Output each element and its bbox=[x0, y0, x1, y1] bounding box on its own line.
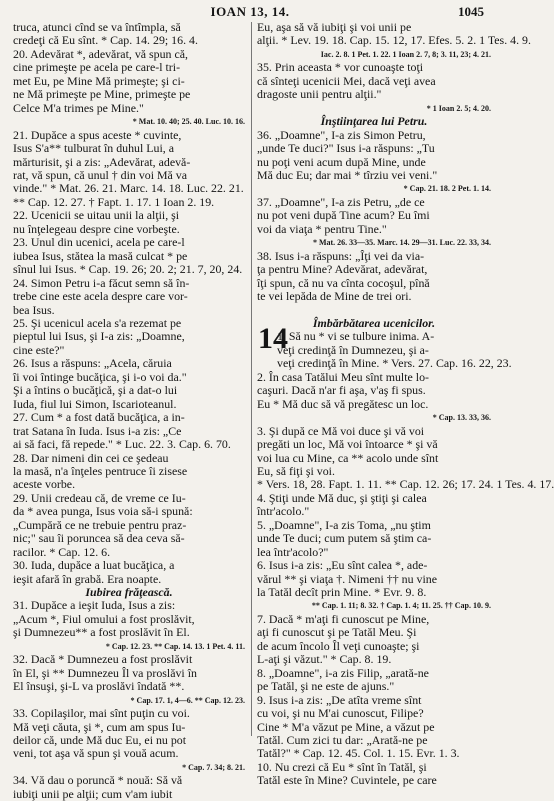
text-line: 10. Nu crezi că Eu * sînt în Tatăl, şi bbox=[257, 759, 427, 774]
text-line: Tatăl este în Mine? Cuvintele, pe care bbox=[257, 773, 437, 788]
running-head: IOAN 13, 14. bbox=[210, 4, 290, 19]
text-line: Isus S'a** tulburat în duhul Lui, a bbox=[13, 141, 174, 156]
text-line: şi Dumnezeu** a fost proslăvit în El. bbox=[13, 625, 190, 640]
text-line: 35. Prin aceasta * vor cunoaşte toţi bbox=[257, 60, 424, 75]
text-line: cu voi, şi nu M'ai cunoscut, Filipe? bbox=[257, 706, 424, 721]
text-line: met Eu, pe Mine Mă primeşte; şi ci- bbox=[13, 73, 185, 88]
text-line: 9. Isus i-a zis: „De atîta vreme sînt bbox=[257, 692, 422, 707]
text-line: 37. „Doamne", I-a zis Petru, „de ce bbox=[257, 194, 425, 209]
text-line: 6. Isus i-a zis: „Eu sînt calea *, ade- bbox=[257, 558, 428, 573]
text-line: în El, şi ** Dumnezeu Îl va proslăvi în bbox=[13, 665, 197, 680]
cross-reference-line: * Cap. 7. 34; 8. 21. bbox=[182, 762, 245, 772]
section-heading: Iubirea frăţească. bbox=[85, 585, 173, 600]
text-line: * Vers. 18, 28. Fapt. 1. 11. ** Cap. 12. 26; 17. 24. 1 Tes. 4. 17. bbox=[257, 477, 554, 492]
text-line: nu pot veni după Tine acum? Eu îmi bbox=[257, 208, 430, 223]
text-line: iubiţi unii pe alţii; cum v'am iubit bbox=[13, 786, 173, 801]
text-line: 1. Să nu * vi se tulbure inima. A- bbox=[277, 329, 435, 344]
text-line: 26. Isus a răspuns: „Acela, căruia bbox=[13, 356, 172, 371]
text-line: 22. Ucenicii se uitau unii la alţii, şi bbox=[13, 208, 180, 223]
text-line: pregăti un loc, Mă voi întoarce * şi vă bbox=[257, 437, 438, 452]
text-line: 32. Dacă * Dumnezeu a fost proslăvit bbox=[13, 652, 193, 667]
left-column bbox=[13, 20, 245, 801]
text-line: 34. Vă dau o poruncă * nouă: Să vă bbox=[13, 773, 183, 788]
text-line: ne Mă primeşte pe Mine, primeşte pe bbox=[13, 87, 191, 102]
text-line: alţii. * Lev. 19. 18. Cap. 15. 12, 17. Efes. 5. 2. 1 Tes. 4. 9. bbox=[257, 33, 531, 48]
text-line: 30. Iuda, dupăce a luat bucăţica, a bbox=[13, 558, 175, 573]
text-line: ţa pentru Mine? Adevărat, adevărat, bbox=[257, 262, 428, 277]
text-line: 3. Şi după ce Mă voi duce şi vă voi bbox=[257, 423, 425, 438]
text-line: ai să faci, fă repede." * Luc. 22. 3. Cap. 6. 70. bbox=[13, 437, 231, 452]
text-line: cine primeşte pe acela pe care-l tri- bbox=[13, 60, 181, 75]
text-line: Eu * Mă duc să vă pregătesc un loc. bbox=[257, 396, 429, 411]
text-line: caşuri. Dacă n'ar fi aşa, v'aş fi spus. bbox=[257, 383, 426, 398]
text-line: iubea Isus, stătea la masă culcat * pe bbox=[13, 248, 188, 263]
text-line: aţi fi cunoscut şi pe Tatăl Meu. Şi bbox=[257, 625, 417, 640]
text-line: ** Cap. 12. 27. † Fapt. 1. 17. 1 Ioan 2. 19. bbox=[13, 194, 215, 209]
text-line: mărturisit, şi a zis: „Adevărat, adevă- bbox=[13, 154, 191, 169]
text-line: 21. Dupăce a spus aceste * cuvinte, bbox=[13, 127, 182, 142]
text-line: „Cumpără ce ne trebuie pentru praz- bbox=[13, 517, 187, 532]
right-column bbox=[257, 20, 554, 788]
text-line: veţi credinţă în Mine. * Vers. 27. Cap. 16. 22, 23. bbox=[277, 356, 512, 371]
text-line: Eu, să fiţi şi voi. bbox=[257, 463, 335, 478]
text-line: 20. Adevărat *, adevărat, vă spun că, bbox=[13, 46, 188, 61]
cross-reference-line: Iac. 2. 8. 1 Pet. 1. 22. 1 Ioan 2. 7, 8; 3. 11, 23; 4. 21. bbox=[320, 49, 491, 59]
text-line: de acum încolo Îl veţi cunoaşte; şi bbox=[257, 638, 420, 653]
text-line: „Acum *, Fiul omului a fost proslăvit, bbox=[13, 611, 195, 626]
text-line: aceste vorbe. bbox=[13, 477, 76, 492]
text-line: sînul lui Isus. * Cap. 19. 26; 20. 2; 21. 7, 20, 24. bbox=[13, 262, 243, 277]
text-line: vinde." * Mat. 26. 21. Marc. 14. 18. Luc. 22. 21. bbox=[13, 181, 244, 196]
text-line: El însuşi, şi-L va proslăvi îndată **. bbox=[13, 679, 185, 694]
text-line: 23. Unul din ucenici, acela pe care-l bbox=[13, 235, 185, 250]
text-line: deilor că, unde Mă duc Eu, ei nu pot bbox=[13, 733, 187, 748]
chapter-number: 14 bbox=[258, 322, 288, 355]
text-line: veţi credinţă în Dumnezeu, şi a- bbox=[277, 342, 429, 357]
text-line: 29. Unii credeau că, de vreme ce Iu- bbox=[13, 490, 186, 505]
text-line: 33. Copilaşilor, mai sînt puţin cu voi. bbox=[13, 706, 190, 721]
text-line: 31. Dupăce a ieşit Iuda, Isus a zis: bbox=[13, 598, 176, 613]
text-line: 4. Ştiţi unde Mă duc, şi ştiţi şi calea bbox=[257, 490, 427, 505]
text-line: te vei lepăda de Mine de trei ori. bbox=[257, 289, 412, 304]
text-line: trat Satana în Iuda. Isus i-a zis: „Ce bbox=[13, 423, 182, 438]
text-line: voi da viaţa * pentru Tine." bbox=[257, 221, 387, 236]
text-line: nu poţi veni acum după Mine, unde bbox=[257, 154, 426, 169]
text-line: racilor. * Cap. 12. 6. bbox=[13, 544, 111, 559]
text-line: 24. Simon Petru i-a făcut semn să în- bbox=[13, 275, 190, 290]
text-line: 2. În casa Tatălui Meu sînt multe lo- bbox=[257, 369, 429, 384]
text-line: 27. Cum * a fost dată bucăţica, a in- bbox=[13, 410, 185, 425]
text-line: 8. „Doamne", i-a zis Filip, „arată-ne bbox=[257, 665, 429, 680]
text-line: bea Isus. bbox=[13, 302, 55, 317]
text-line: îi voi întinge bucăţica, şi i-o voi da." bbox=[13, 369, 187, 384]
text-line: 38. Isus i-a răspuns: „Îţi vei da via- bbox=[257, 248, 425, 263]
text-line: voi lua cu Mine, ca ** acolo unde sînt bbox=[257, 450, 439, 465]
text-line: Tatăl?" * Cap. 12. 45. Col. 1. 15. Evr. 1. 3. bbox=[257, 746, 460, 761]
text-line: 5. „Doamne", I-a zis Toma, „nu ştim bbox=[257, 517, 431, 532]
text-line: vărul ** şi viaţa †. Nimeni †† nu vine bbox=[257, 571, 437, 586]
text-line: unde Te duci; cum putem să ştim ca- bbox=[257, 531, 432, 546]
text-line: trebe cine este acela despre care vor- bbox=[13, 289, 188, 304]
text-line: ieşit afară în grabă. Era noapte. bbox=[13, 571, 162, 586]
cross-reference-line: * Cap. 21. 18. 2 Pet. 1. 14. bbox=[403, 184, 491, 194]
text-line: „unde Te duci?" Isus i-a răspuns: „Tu bbox=[257, 141, 435, 156]
text-line: truca, atunci cînd se va întîmpla, să bbox=[13, 20, 181, 34]
section-heading: Înştiinţarea lui Petru. bbox=[320, 114, 428, 129]
text-line: 28. Dar nimeni din cei ce şedeau bbox=[13, 450, 169, 465]
text-line: veni, tot aşa vă spun şi vouă acum. bbox=[13, 746, 179, 761]
text-line: da * avea punga, Isus voia să-i spună: bbox=[13, 504, 193, 519]
text-line: lea într'acolo?" bbox=[257, 544, 329, 559]
text-line: pe Tatăl, şi ne este de ajuns." bbox=[257, 679, 395, 694]
text-line: Celce M'a trimes pe Mine." bbox=[13, 100, 144, 115]
cross-reference-line: * Mat. 26. 33—35. Marc. 14. 29—31. Luc. 22. 33, 34. bbox=[312, 238, 491, 248]
text-line: la Tatăl decît prin Mine. * Evr. 9. 8. bbox=[257, 585, 427, 600]
text-line: Tatăl. Cum zici tu dar: „Arată-ne pe bbox=[257, 733, 428, 748]
cross-reference-line: * Mat. 10. 40; 25. 40. Luc. 10. 16. bbox=[132, 117, 245, 127]
page-number: 1045 bbox=[458, 4, 484, 19]
text-line: Şi a întins o bucăţică, şi a dat-o lui bbox=[13, 383, 178, 398]
section-heading: Îmbărbătarea ucenicilor. bbox=[312, 315, 436, 330]
text-line: 36. „Doamne", I-a zis Simon Petru, bbox=[257, 127, 426, 142]
text-line: nu înţelegeau despre cine vorbeşte. bbox=[13, 221, 180, 236]
text-line: Eu, aşa să vă iubiţi şi voi unii pe bbox=[257, 20, 412, 34]
text-line: rat, vă spun, că unul † din voi Mă va bbox=[13, 167, 188, 182]
text-line: L-aţi şi văzut." * Cap. 8. 19. bbox=[257, 652, 392, 667]
cross-reference-line: * 1 Ioan 2. 5; 4. 20. bbox=[426, 103, 491, 113]
text-line: Mă duc Eu; dar mai * tîrziu vei veni." bbox=[257, 167, 438, 182]
text-line: dragoste unii pentru alţii." bbox=[257, 87, 382, 102]
cross-reference-line: ** Cap. 1. 11; 8. 32. † Cap. 1. 4; 11. 25. †† Cap. 10. 9. bbox=[311, 601, 491, 611]
text-line: nic;" sau îi poruncea să dea ceva să- bbox=[13, 531, 185, 546]
text-line: Cine * M'a văzut pe Mine, a văzut pe bbox=[257, 719, 435, 734]
text-line: la masă, n'a înţeles pentruce îi zisese bbox=[13, 463, 188, 478]
cross-reference-line: * Cap. 13. 33, 36. bbox=[432, 413, 491, 423]
column-divider bbox=[251, 22, 252, 736]
text-line: 7. Dacă * m'aţi fi cunoscut pe Mine, bbox=[257, 611, 430, 626]
cross-reference-line: * Cap. 12. 23. ** Cap. 14. 13. 1 Pet. 4. 11. bbox=[105, 641, 245, 651]
text-line: că sînteţi ucenicii Mei, dacă veţi avea bbox=[257, 73, 436, 88]
text-line: Iuda, fiul lui Simon, Iscarioteanul. bbox=[13, 396, 177, 411]
text-line: pieptul lui Isus, şi I-a zis: „Doamne, bbox=[13, 329, 185, 344]
text-line: într'acolo." bbox=[257, 504, 310, 519]
cross-reference-line: * Cap. 17. 1, 4—6. ** Cap. 12. 23. bbox=[130, 695, 245, 705]
text-line: Mă veţi căuta, şi *, cum am spus Iu- bbox=[13, 719, 186, 734]
text-line bbox=[257, 304, 491, 317]
text-line: 25. Şi ucenicul acela s'a rezemat pe bbox=[13, 315, 182, 330]
text-line: credeţi că Eu sînt. * Cap. 14. 29; 16. 4. bbox=[13, 33, 198, 48]
text-line: îţi spun, că nu va cînta cocoşul, pînă bbox=[257, 275, 430, 290]
text-line: cine este?" bbox=[13, 342, 65, 357]
